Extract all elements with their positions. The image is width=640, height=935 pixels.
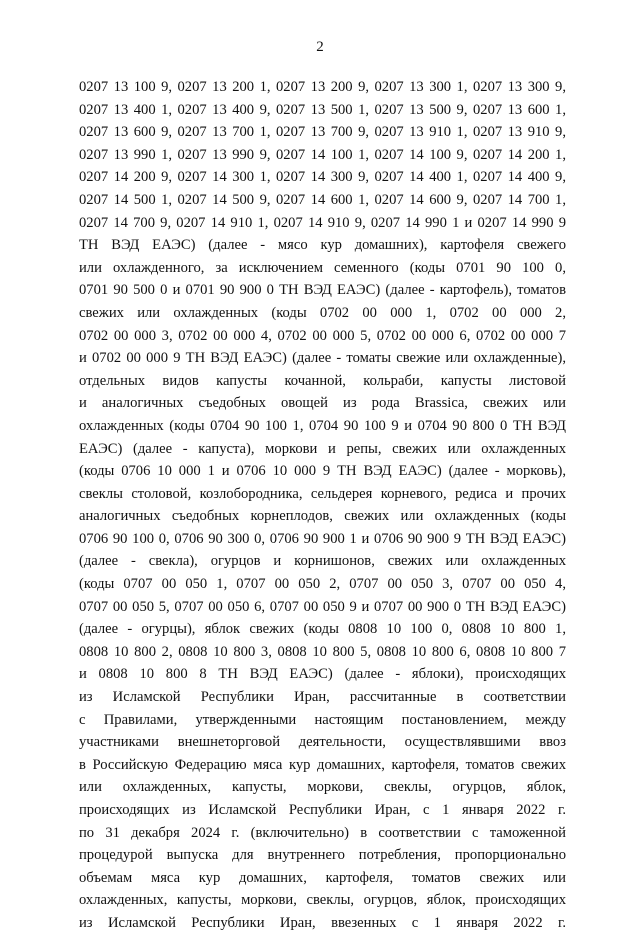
page-number: 2 <box>316 39 324 55</box>
text-line: отдельных видов капусты кочанной, кольраби, капусты листовой <box>79 372 566 389</box>
text-line: ТН ВЭД ЕАЭС) (далее - мясо кур домашних), картофеля свежего <box>79 237 566 254</box>
text-line: (коды 0707 00 050 1, 0707 00 050 2, 0707 00 050 3, 0707 00 050 4, <box>79 576 566 593</box>
text-line: 0707 00 050 5, 0707 00 050 6, 0707 00 050 9 и 0707 00 900 0 ТН ВЭД ЕАЭС) <box>79 598 566 615</box>
text-line: свеклы столовой, козлобородника, сельдерея корневого, редиса и прочих <box>79 485 566 502</box>
body-text <box>79 76 566 935</box>
text-line: 0207 13 400 1, 0207 13 400 9, 0207 13 500 1, 0207 13 500 9, 0207 13 600 1, <box>79 101 566 118</box>
text-line: охлажденных (коды 0704 90 100 1, 0704 90 100 9 и 0704 90 800 0 ТН ВЭД <box>79 417 566 434</box>
text-line: 0207 13 990 1, 0207 13 990 9, 0207 14 100 1, 0207 14 100 9, 0207 14 200 1, <box>79 146 566 163</box>
text-line: 0207 14 700 9, 0207 14 910 1, 0207 14 910 9, 0207 14 990 1 и 0207 14 990 9 <box>79 214 566 231</box>
text-line: ЕАЭС) (далее - капуста), моркови и репы, свежих или охлажденных <box>79 440 566 457</box>
text-line: происходящих из Исламской Республики Иран, с 1 января 2022 г. <box>79 802 566 818</box>
text-line: в Российскую Федерацию мяса кур домашних, картофеля, томатов свежих <box>79 756 566 773</box>
text-line: участниками внешнеторговой деятельности, осуществлявшими ввоз <box>79 734 566 751</box>
text-line: или охлажденных, капусты, моркови, свеклы, огурцов, яблок, <box>79 779 566 796</box>
text-line: из Исламской Республики Иран, рассчитанные в соответствии <box>79 689 566 706</box>
text-line: (далее - огурцы), яблок свежих (коды 0808 10 100 0, 0808 10 800 1, <box>79 621 566 638</box>
text-line: или охлажденного, за исключением семенного (коды 0701 90 100 0, <box>79 259 566 276</box>
text-line: процедурой выпуска для внутреннего потребления, пропорционально <box>79 847 566 864</box>
text-line: (коды 0706 10 000 1 и 0706 10 000 9 ТН ВЭД ЕАЭС) (далее - морковь), <box>79 463 566 480</box>
text-line: (далее - свекла), огурцов и корнишонов, свежих или охлажденных <box>79 553 566 570</box>
text-line: 0808 10 800 2, 0808 10 800 3, 0808 10 800 5, 0808 10 800 6, 0808 10 800 7 <box>79 643 566 660</box>
text-line: из Исламской Республики Иран, ввезенных с 1 января 2022 г. <box>79 914 566 931</box>
text-line: 0207 14 200 9, 0207 14 300 1, 0207 14 300 9, 0207 14 400 1, 0207 14 400 9, <box>79 169 566 186</box>
text-line: 0701 90 500 0 и 0701 90 900 0 ТН ВЭД ЕАЭС) (далее - картофель), томатов <box>79 282 566 299</box>
text-line: свежих или охлажденных (коды 0702 00 000 1, 0702 00 000 2, <box>79 304 566 321</box>
text-line: 0207 13 600 9, 0207 13 700 1, 0207 13 700 9, 0207 13 910 1, 0207 13 910 9, <box>79 124 566 141</box>
text-line: и 0702 00 000 9 ТН ВЭД ЕАЭС) (далее - томаты свежие или охлажденные), <box>79 350 566 367</box>
text-line: 0207 13 100 9, 0207 13 200 1, 0207 13 200 9, 0207 13 300 1, 0207 13 300 9, <box>79 79 566 95</box>
text-line: с Правилами, утвержденными настоящим постановлением, между <box>79 711 566 728</box>
text-line: 0706 90 100 0, 0706 90 300 0, 0706 90 900 1 и 0706 90 900 9 ТН ВЭД ЕАЭС) <box>79 530 566 547</box>
text-line: 0207 14 500 1, 0207 14 500 9, 0207 14 600 1, 0207 14 600 9, 0207 14 700 1, <box>79 191 566 208</box>
text-line: и 0808 10 800 8 ТН ВЭД ЕАЭС) (далее - яблоки), происходящих <box>79 666 566 683</box>
text-line: охлажденных, капусты, моркови, свеклы, огурцов, яблок, происходящих <box>79 892 566 909</box>
text-line: 0702 00 000 3, 0702 00 000 4, 0702 00 000 5, 0702 00 000 6, 0702 00 000 7 <box>79 327 566 344</box>
text-line: по 31 декабря 2024 г. (включительно) в соответствии с таможенной <box>79 824 566 841</box>
text-line: и аналогичных съедобных овощей из рода Brassica, свежих или <box>79 395 566 412</box>
text-line: объемам мяса кур домашних, картофеля, томатов свежих или <box>79 869 566 886</box>
text-line: аналогичных съедобных корнеплодов, свежих или охлажденных (коды <box>79 508 566 525</box>
